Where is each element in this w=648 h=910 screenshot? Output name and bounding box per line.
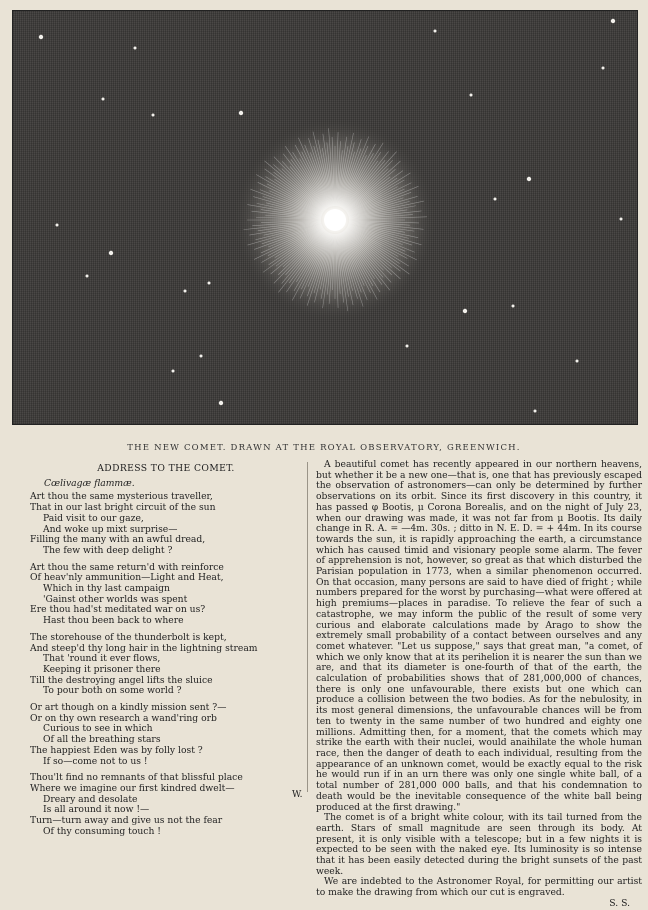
star [602,67,605,70]
poem-subtitle: Cœlivagæ flammæ. [44,477,135,489]
stanza [30,773,302,837]
comet-nucleus [324,209,346,231]
star [470,94,473,97]
star [611,19,615,23]
poem-line: Art thou the same return'd with reinforce [30,561,224,573]
article-paragraph-3: We are indebted to the Astronomer Royal, for permitting our artist to make the drawing from which our cut is engraved. [316,876,642,899]
star [620,218,623,221]
article-paragraph-2: The comet is of a bright white colour, with its tail turned from the earth. Stars of small magnitude are seen through its body. At present, it is only visible with a telescope; but in a few nights it is expected to be seen with the naked eye. Its luminosity is so intense that it has been easily detected during the bright sunsets of the past week. [316,812,642,877]
star [152,114,155,117]
poem-line: Or art though on a kindly mission sent ?— [30,702,227,714]
poem-line: Turn—turn away and give us not the fear [30,815,223,827]
poem-line: Thou'lt find no remnants of that blissful place [30,772,243,784]
column-divider [307,462,308,792]
poem-line: Filling the many with an awful dread, [30,534,206,546]
article-paragraph-1: A beautiful comet has recently appeared in our northern heavens, but whether it be a new one—that is, one that has previously escaped the observation of astronomers—can only be determined by further observations on its orbit. Since its first discovery in this country, it has passed φ Bootis, μ Corona Borealis, and on the night of July 23, when our drawing was made, it was not far from μ Bootis. Its daily change in R. A. = —4m. 30s. ; ditto in N. E. D. = + 44m. In its course towards the sun, it is rapidly approaching the earth, a circumstance which has caused timid and visionary people some alarm. The fever of apprehension is not, however, so great as that which disturbed the Parisian population in 1773, when a similar phenomenon occurred. On that occasion, many persons are said to have died of fright ; while numbers prepared for the worst by purchasing—what were offered at high premiums—places in paradise. To relieve the fear of such a catastrophe, we may inform the public of the result of some very curious and elaborate calculations made by Arago to show the extremely small probability of a contact between ourselves and any comet whatever. "Let us suppose," says that great man, "a comet, of which we only know that at its perihelion it is nearer the sun than we are, and that its diameter is one-fourth of that of the earth, the calculation of probabilities shows that of 281,000,000 of chances, there is only one unfavourable, there exists but one which can produce a collision between the two bodies. As for the nebulosity, in its most general dimensions, the unfavourable chances will be from ten to twenty in the same number of two hundred and eighty one millions. Admitting then, for a moment, that the comets which may strike the earth with their nuclei, would anaihilate the whole human race, then the danger of death to each individual, resulting from the appearance of an unknown comet, would be exactly equal to the risk he would run if in an urn there was only one single white ball, of a total number of 281,000 000 balls, and that his condemnation to death would be the inevitable consequence of the white ball being produced at the first drawing." [316,459,642,813]
poem [30,460,302,844]
star [463,309,467,313]
star [219,401,223,405]
poem-line: Art thou the same mysterious traveller, [30,491,213,503]
article-signature: S. S. [609,897,630,909]
star [434,30,437,33]
poem-line: 'Gainst other worlds was spent [43,593,188,605]
poem-title: ADDRESS TO THE COMET. [97,463,235,474]
star [406,345,409,348]
poem-line: Or on thy own research a wand'ring orb [30,712,217,724]
poem-line: If so—come not to us ! [43,755,148,767]
article [316,460,642,910]
poem-signature: W. [292,790,303,800]
stanza [30,703,302,767]
stanza [30,633,302,697]
poem-line: Of heav'nly ammunition—Light and Heat, [30,572,224,584]
stanza [30,492,302,556]
poem-line: Ere thou had'st meditated war on us? [30,604,206,616]
poem-line: Where we imagine our first kindred dwelt— [30,782,235,794]
comet-illustration [12,10,638,425]
poem-line: Is all around it now !— [43,804,150,816]
star [208,282,211,285]
poem-line: And woke up mixt surprise— [43,523,178,535]
star [239,111,243,115]
poem-stanzas [30,492,302,837]
star [134,47,137,50]
star [39,35,43,39]
poem-line: That 'round it ever flows, [43,653,161,665]
poem-line: The few with deep delight ? [43,544,173,556]
poem-line: The happiest Eden was by folly lost ? [30,744,203,756]
poem-line: Paid visit to our gaze, [43,512,144,524]
poem-line: That in our last bright circuit of the sun [30,502,216,514]
night-sky [13,11,637,424]
star [86,275,89,278]
star [576,360,579,363]
poem-line: And steep'd thy long hair in the lightning stream [30,642,258,654]
stanza [30,563,302,627]
poem-line: Curious to see in which [43,723,153,735]
star [512,305,515,308]
poem-line: Till the destroying angel lifts the sluice [30,674,213,686]
poem-line: To pour both on some world ? [43,685,182,697]
star [534,410,537,413]
poem-line: Keeping it prisoner there [43,663,161,675]
poem-line: Of thy consuming touch ! [43,825,161,837]
star [56,224,59,227]
star [172,370,175,373]
poem-line: Of all the breathing stars [43,734,161,746]
illustration-caption: THE NEW COMET. DRAWN AT THE ROYAL OBSERVATORY, GREENWICH. [127,443,521,453]
poem-line: Which in thy last campaign [43,583,170,595]
poem-line: Hast thou been back to where [43,615,184,627]
star [527,177,531,181]
poem-line: Dreary and desolate [43,793,138,805]
star [184,290,187,293]
star [200,355,203,358]
star [109,251,113,255]
star [494,198,497,201]
star [102,98,105,101]
poem-line: The storehouse of the thunderbolt is kept, [30,631,227,643]
